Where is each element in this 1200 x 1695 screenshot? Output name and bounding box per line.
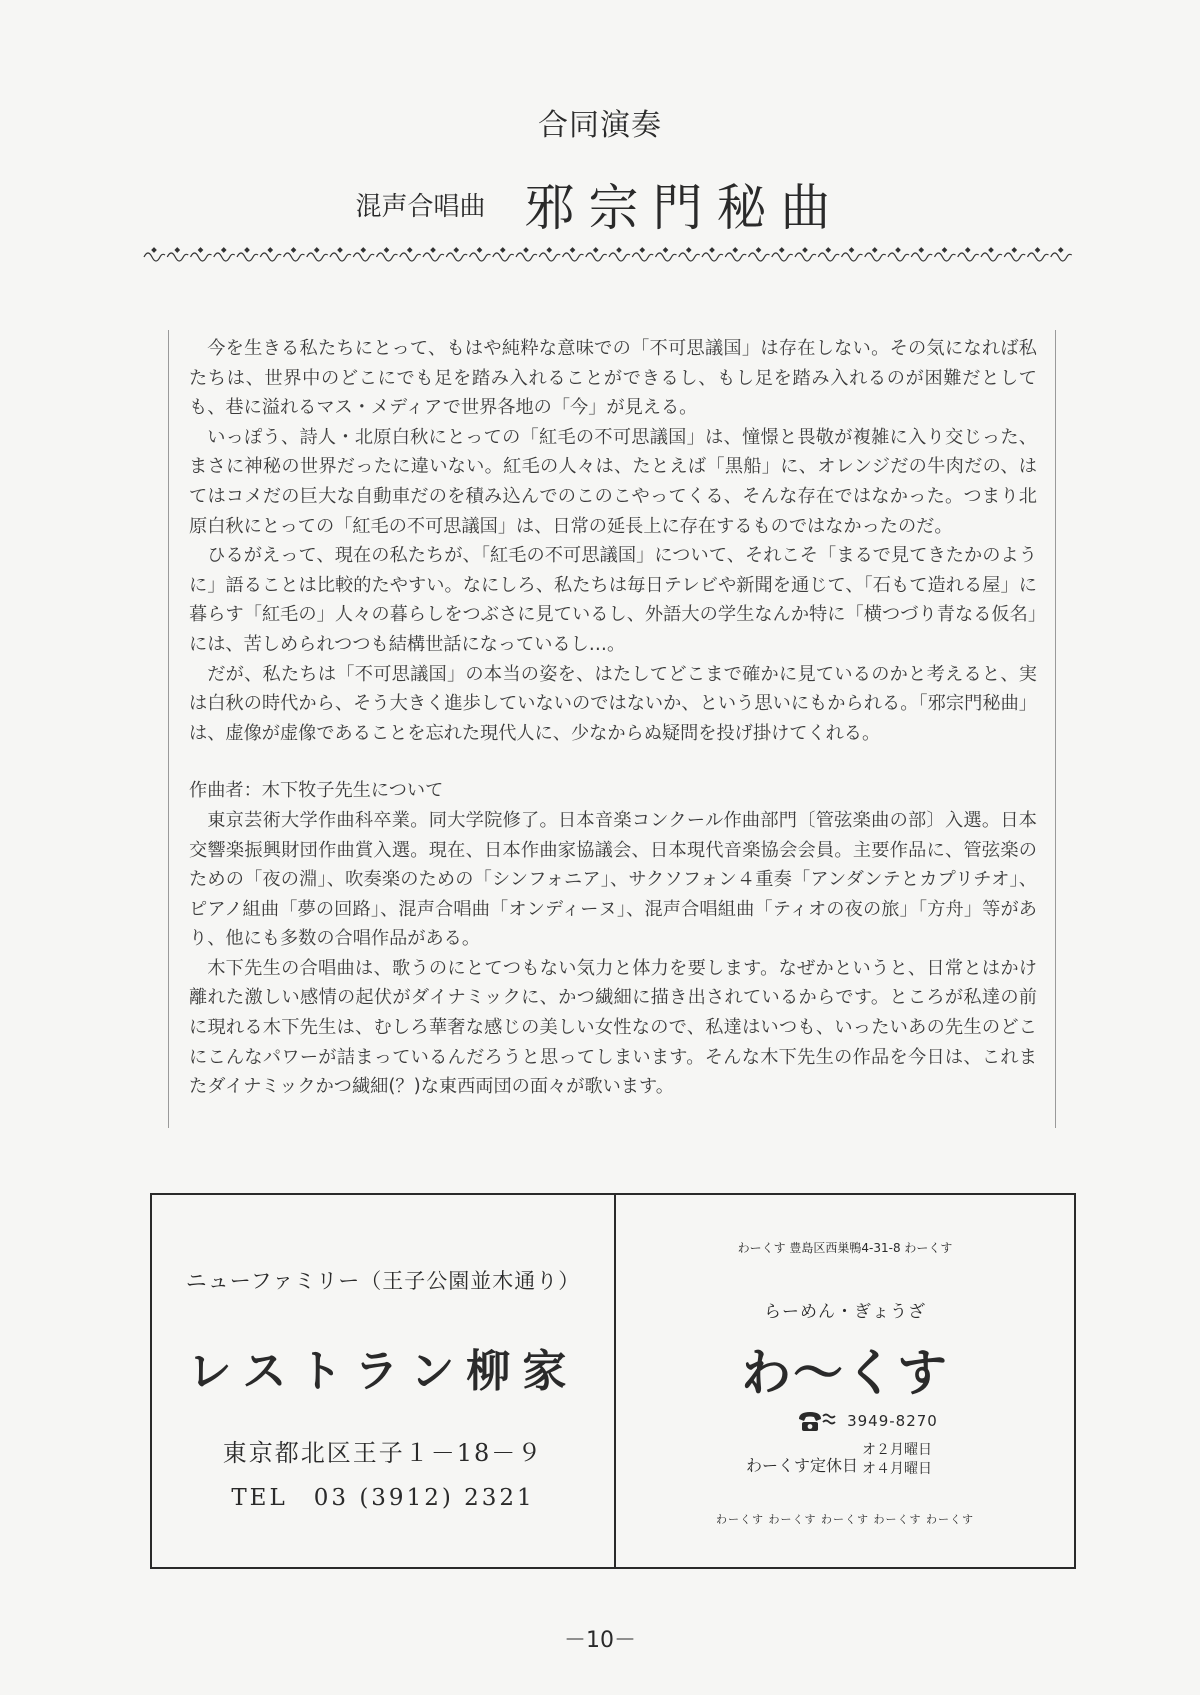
section-subtitle: 合同演奏	[538, 108, 662, 143]
ornament-scroll	[214, 253, 235, 261]
ornament-diamond	[1059, 248, 1063, 252]
ornament-scroll	[725, 253, 746, 261]
ornament-scroll	[237, 253, 258, 261]
ornament-scroll	[1004, 253, 1025, 261]
ornament-scroll	[1028, 253, 1049, 261]
ornament-diamond	[919, 248, 923, 252]
ornament-diamond	[664, 248, 668, 252]
ornament-scroll	[493, 253, 514, 261]
ad-address: 東京都北区王子１－18－９	[222, 1439, 544, 1467]
composer-heading: 作曲者：木下牧子先生について	[189, 780, 444, 802]
ornament-scroll	[260, 253, 281, 261]
ornament-diamond	[873, 248, 877, 252]
ornament-scroll	[563, 253, 584, 261]
ad-holiday-label: わーくす定休日	[746, 1456, 859, 1475]
ornament-scroll	[935, 253, 956, 261]
ornament-scroll	[772, 253, 793, 261]
ornament-scroll	[191, 253, 212, 261]
ad-restaurant-name: レストラン柳家	[187, 1346, 579, 1397]
ad-phone-row	[796, 1407, 938, 1437]
ornament-scroll	[423, 253, 444, 261]
ornament-scroll	[586, 253, 607, 261]
ornament-scroll	[679, 253, 700, 261]
ornament-scroll	[400, 253, 421, 261]
ornament-diamond	[757, 248, 761, 252]
ornament-scroll	[144, 253, 165, 261]
ornament-scroll	[958, 253, 979, 261]
ad-holiday-day: オ２月曜日	[862, 1442, 932, 1458]
ad-shop-name: わ〜くす	[741, 1344, 949, 1402]
ornament-diamond	[617, 248, 621, 252]
ornament-diamond	[966, 248, 970, 252]
ornament-diamond	[850, 248, 854, 252]
ad-subtitle: らーめん・ぎょうざ	[764, 1302, 926, 1322]
ornament-diamond	[687, 248, 691, 252]
ornament-scroll	[307, 253, 328, 261]
page-title	[0, 168, 1200, 240]
ornament-diamond	[292, 248, 296, 252]
ad-phone-number: 3949-8270	[847, 1412, 938, 1430]
ornament-diamond	[268, 248, 272, 252]
ornament-diamond	[478, 248, 482, 252]
ornament-diamond	[245, 248, 249, 252]
ornament-scroll	[632, 253, 653, 261]
ornament-scroll	[888, 253, 909, 261]
ornament-scroll	[911, 253, 932, 261]
ornament-diamond	[222, 248, 226, 252]
ornament-scroll	[981, 253, 1002, 261]
essay-paragraph: 今を生きる私たちにとって、もはや純粋な意味での「不可思議国」は存在しない。その気になれば私たちは、世界中のどこにでも足を踏み入れることができるし、もし足を踏み入れるのが困難だとしても、巷に溢れるマス・メディアで世界各地の「今」が見える。	[189, 338, 1037, 419]
ornament-diamond	[594, 248, 598, 252]
ornament-diamond	[524, 248, 528, 252]
ornament-diamond	[385, 248, 389, 252]
ornament-diamond	[803, 248, 807, 252]
ornament-diamond	[571, 248, 575, 252]
ornament-diamond	[199, 248, 203, 252]
advertisement-box	[150, 1193, 1076, 1569]
ornament-diamond	[315, 248, 319, 252]
ornament-scroll	[842, 253, 863, 261]
ornament-scroll	[795, 253, 816, 261]
ornament-scroll	[702, 253, 723, 261]
ornament-diamond	[152, 248, 156, 252]
paragraph-gap	[189, 748, 1037, 776]
ad-works-ramen	[616, 1195, 1074, 1567]
ornament-diamond	[640, 248, 644, 252]
ornament-diamond	[501, 248, 505, 252]
page-number: －10－	[564, 1628, 636, 1653]
ornament-scroll	[284, 253, 305, 261]
telephone-icon	[796, 1407, 836, 1435]
ornament-scroll	[818, 253, 839, 261]
essay-paragraph: いっぽう、詩人・北原白秋にとっての「紅毛の不可思議国」は、憧憬と畏敬が複雑に入り交じった、まさに神秘の世界だったに違いない。紅毛の人々は、たとえば「黒船」に、オレンジだの牛肉だの、はてはコメだの巨大な自動車だのを積み込んでのこのこやってくる、そんな存在ではなかった。つまり北原白秋にとっての「紅毛の不可思議国」は、日常の延長上に存在するものではなかったのだ。	[189, 426, 1037, 537]
ornament-scroll	[609, 253, 630, 261]
ornament-scroll	[865, 253, 886, 261]
ornament-diamond	[361, 248, 365, 252]
ornament-diamond	[826, 248, 830, 252]
ornament-diamond	[338, 248, 342, 252]
ornamental-divider	[143, 245, 1073, 269]
ad-holiday-day: オ４月曜日	[862, 1461, 932, 1477]
ornament-diamond	[896, 248, 900, 252]
composer-paragraph: 東京芸術大学作曲科卒業。同大学院修了。日本音楽コンクール作曲部門〔管弦楽曲の部〕入選。日本交響楽振興財団作曲賞入選。現在、日本作曲家協議会、日本現代音楽協会会員。主要作品に、管弦楽のための「夜の淵」、吹奏楽のための「シンフォニア」、サクソフォン４重奏「アンダンテとカプリチオ」、ピアノ組曲「夢の回路」、混声合唱曲「オンディーヌ」、混声合唱組曲「ティオの夜の旅」「方舟」等があり、他にも多数の合唱作品がある。	[189, 809, 1037, 950]
ad-restaurant-yanagiya	[152, 1195, 614, 1567]
ad-holiday-days	[862, 1441, 932, 1479]
ornament-scroll	[749, 253, 770, 261]
ornament-diamond	[710, 248, 714, 252]
ad-address-line: わーくす 豊島区西巣鴨4-31-8 わーくす	[737, 1241, 953, 1255]
ornament-scroll	[470, 253, 491, 261]
essay-paragraph: ひるがえって、現在の私たちが、「紅毛の不可思議国」について、それこそ「まるで見てきたかのように」語ることは比較的たやすい。なにしろ、私たちは毎日テレビや新聞を通じて、「石もて造れる屋」に暮らす「紅毛の」人々の暮らしをつぶさに見ているし、外語大の学生なんか特に「横つづり青なる仮名」には、苦しめられつつも結構世話になっているし…。	[189, 545, 1037, 655]
ornament-diamond	[547, 248, 551, 252]
ornament-diamond	[943, 248, 947, 252]
ornament-diamond	[431, 248, 435, 252]
title-main: 邪宗門秘曲	[524, 179, 845, 237]
ornament-scroll	[167, 253, 188, 261]
ornament-diamond	[1012, 248, 1016, 252]
ornament-scroll	[377, 253, 398, 261]
ornament-scroll	[330, 253, 351, 261]
ornament-scroll	[656, 253, 677, 261]
ornament-diamond	[408, 248, 412, 252]
essay-box	[168, 330, 1056, 1128]
ornament-scroll	[1051, 253, 1072, 261]
ornament-diamond	[780, 248, 784, 252]
ornament-scroll	[353, 253, 374, 261]
ornament-scroll	[516, 253, 537, 261]
ornament-diamond	[175, 248, 179, 252]
essay-body	[189, 334, 1037, 1102]
ad-telephone: TEL 03 (3912) 2321	[231, 1485, 535, 1511]
ad-tagline: ニューファミリー（王子公園並木通り）	[185, 1269, 581, 1293]
composer-paragraph: 木下先生の合唱曲は、歌うのにとてつもない気力と体力を要します。なぜかというと、日常とはかけ離れた激しい感情の起伏がダイナミックに、かつ繊細に描き出されているからです。ところが私達の前に現れる木下先生は、むしろ華奢な感じの美しい女性なので、私達はいつも、いったいあの先生のどこにこんなパワーが詰まっているんだろうと思ってしまいます。そんな木下先生の作品を今日は、これまたダイナミックかつ繊細(？)な東西両団の面々が歌います。	[189, 957, 1037, 1098]
ad-footer-line: わーくす わーくす わーくす わーくす わーくす	[716, 1513, 974, 1526]
ornament-scroll	[446, 253, 467, 261]
ornament-scroll	[539, 253, 560, 261]
title-prefix: 混声合唱曲	[355, 191, 486, 222]
ornament-diamond	[989, 248, 993, 252]
ornament-diamond	[454, 248, 458, 252]
essay-paragraph: だが、私たちは「不可思議国」の本当の姿を、はたしてどこまで確かに見ているのかと考えると、実は白秋の時代から、そう大きく進歩していないのではないか、という思いにもかられる。「邪宗門秘曲」は、虚像が虚像であることを忘れた現代人に、少なからぬ疑問を投げ掛けてくれる。	[189, 663, 1037, 744]
ornament-diamond	[733, 248, 737, 252]
ornament-diamond	[1036, 248, 1040, 252]
